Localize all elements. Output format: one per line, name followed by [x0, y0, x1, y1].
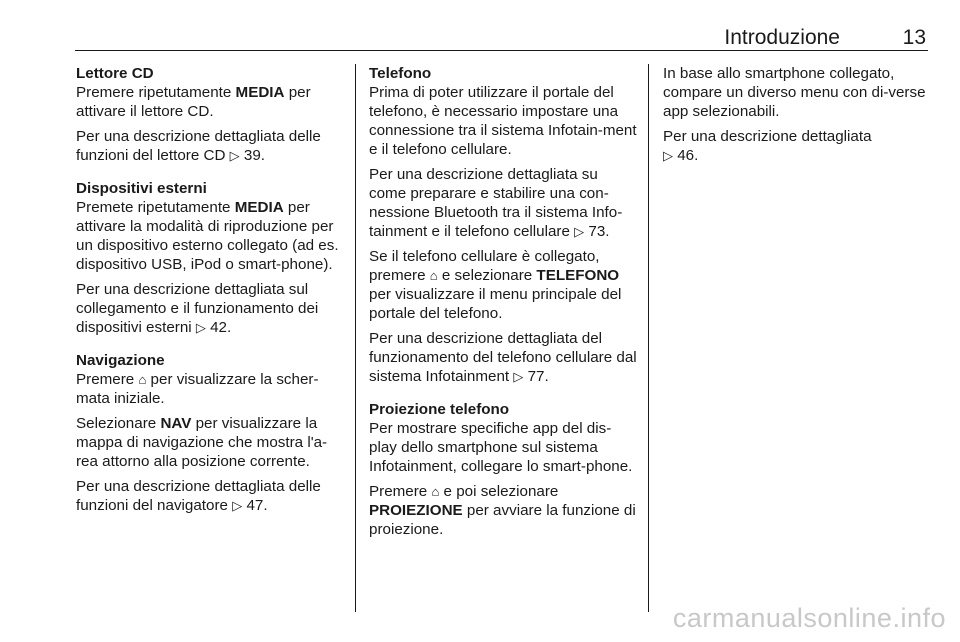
paragraph: Premete ripetutamente MEDIA per attivare la modalità di riproduzione per un dispositivo esterno collegato (ad es. dispositivo USB, iPod o smart-phone).	[76, 199, 339, 273]
section-cd-player	[76, 64, 344, 165]
paragraph: Premere ⌂ e poi selezionare PROIEZIONE per avviare la funzione di proiezione.	[369, 483, 636, 538]
paragraph: Premere ripetutamente MEDIA per attivare il lettore CD.	[76, 84, 311, 120]
key-label: PROIEZIONE	[369, 502, 463, 519]
key-label: NAV	[160, 415, 192, 432]
page-title: Introduzione	[724, 26, 840, 49]
paragraph: Prima di poter utilizzare il portale del telefono, è necessario impostare una connessione tra il sistema Infotain-ment e il telefono cellulare.	[369, 84, 637, 158]
column-divider	[355, 64, 356, 612]
section-navigation	[76, 351, 344, 515]
page-reference-arrow-icon: ▷	[232, 498, 243, 513]
paragraph: Per una descrizione dettagliata delle funzioni del navigatore ▷ 47.	[76, 478, 321, 514]
section-phone-projection	[369, 400, 637, 539]
paragraph: Per una descrizione dettagliata su come preparare e stabilire una con-nessione Bluetooth tra il sistema Info-tainment e il telefono cellulare ▷ 73.	[369, 166, 623, 240]
section-external-devices	[76, 179, 344, 337]
key-label: MEDIA	[235, 84, 285, 101]
column-divider	[648, 64, 649, 612]
paragraph: In base allo smartphone collegato, compare un diverso menu con di-verse app selezionabili.	[663, 65, 926, 120]
page-reference-arrow-icon: ▷	[513, 369, 524, 384]
page-reference-arrow-icon: ▷	[229, 148, 240, 163]
home-icon: ⌂	[431, 484, 440, 499]
watermark: carmanualsonline.info	[672, 603, 946, 633]
section-title: Lettore CD	[76, 65, 154, 82]
paragraph: Premere ⌂ per visualizzare la scher-mata iniziale.	[76, 371, 319, 407]
section-title: Dispositivi esterni	[76, 180, 207, 197]
page-reference[interactable]: 42.	[210, 319, 232, 336]
page-reference-arrow-icon: ▷	[663, 148, 673, 163]
section-title: Proiezione telefono	[369, 401, 510, 418]
page-reference[interactable]: 47.	[246, 497, 268, 514]
section-title: Telefono	[369, 65, 432, 82]
page-reference-arrow-icon: ▷	[574, 224, 585, 239]
page-reference[interactable]: 73.	[588, 223, 610, 240]
paragraph: Per una descrizione dettagliata del funzionamento del telefono cellulare dal sistema Infotainment ▷ 77.	[369, 330, 637, 385]
page-reference-arrow-icon: ▷	[195, 320, 206, 335]
page-reference[interactable]: 77.	[527, 368, 549, 385]
key-label: MEDIA	[234, 199, 284, 216]
paragraph: Per una descrizione dettagliata sul collegamento e il funzionamento dei dispositivi esterni ▷ 42.	[76, 281, 319, 336]
section-phone	[369, 64, 637, 386]
section-title: Navigazione	[76, 352, 165, 369]
page-reference[interactable]: 39.	[243, 147, 265, 164]
column-3	[663, 64, 931, 171]
paragraph: Se il telefono cellulare è collegato, premere ⌂ e selezionare TELEFONO per visualizzare il menu principale del portale del telefono.	[369, 248, 622, 322]
page-number: 13	[902, 26, 926, 49]
paragraph: Per una descrizione dettagliata ▷ 46.	[663, 128, 872, 164]
paragraph: Selezionare NAV per visualizzare la mappa di navigazione che mostra l'a-rea attorno alla posizione corrente.	[76, 415, 328, 470]
paragraph: Per mostrare specifiche app del dis-play dello smartphone sul sistema Infotainment, collegare lo smart-phone.	[369, 420, 633, 475]
page-header	[75, 24, 928, 51]
column-2	[369, 64, 637, 553]
key-label: TELEFONO	[536, 267, 620, 284]
page-reference[interactable]: 46.	[677, 147, 699, 164]
home-icon: ⌂	[429, 268, 438, 283]
column-1	[76, 64, 344, 529]
paragraph: Per una descrizione dettagliata delle funzioni del lettore CD ▷ 39.	[76, 128, 321, 164]
home-icon: ⌂	[138, 372, 147, 387]
